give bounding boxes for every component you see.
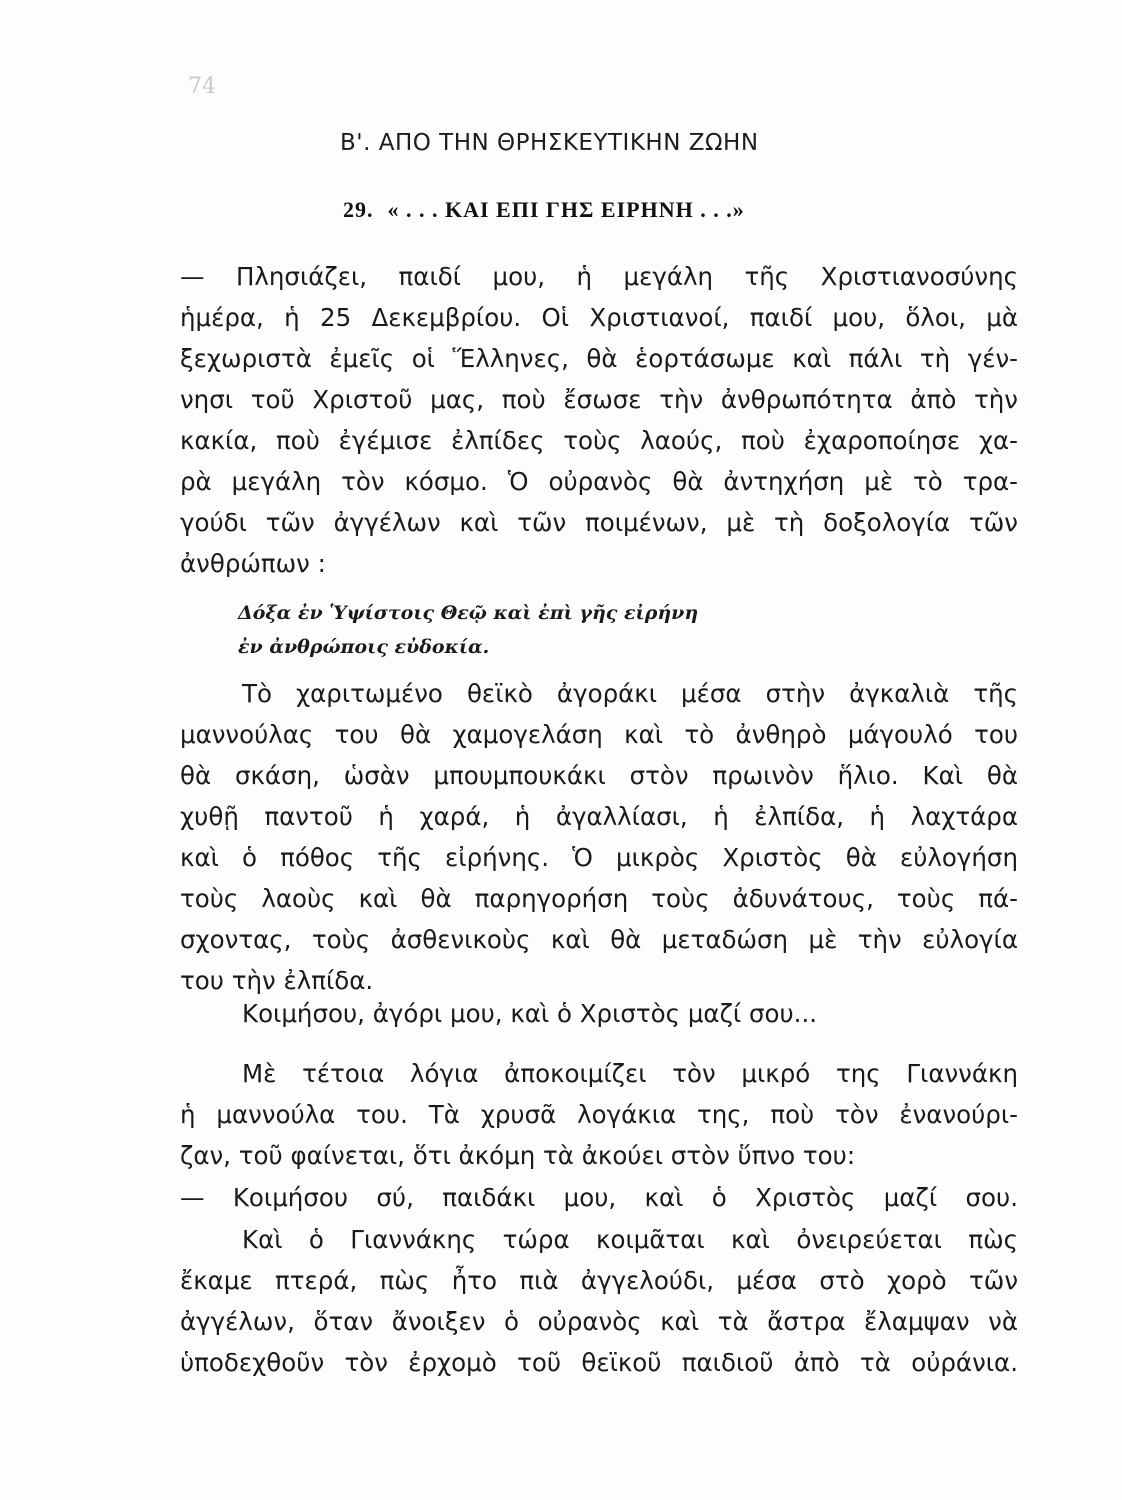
text-line: — Πλησιάζει, παιδί μου, ἡ μεγάλη τῆς Χριστιανοσύνης: [180, 262, 1018, 291]
text-line: ὑποδεχθοῦν τὸν ἐρχομὸ τοῦ θεϊκοῦ παιδιοῦ ἀπὸ τὰ οὐράνια.: [180, 1348, 1018, 1377]
quote-line: Δόξα ἐν Ὑψίστοις Θεῷ καὶ ἐπὶ γῆς εἰρήνη: [238, 602, 699, 624]
page-number: 74: [188, 74, 216, 99]
text-line: νησι τοῦ Χριστοῦ μας, ποὺ ἔσωσε τὴν ἀνθρωπότητα ἀπὸ τὴν: [180, 385, 1018, 414]
chapter-number: 29.: [343, 197, 374, 222]
paragraph-5: [180, 1177, 1018, 1218]
chapter-title: [343, 197, 745, 223]
text-line: γούδι τῶν ἀγγέλων καὶ τῶν ποιμένων, μὲ τὴ δοξολογία τῶν: [180, 508, 1018, 537]
section-heading: Β'. ΑΠΟ ΤΗΝ ΘΡΗΣΚΕΥΤΙΚΗΝ ΖΩΗΝ: [340, 130, 759, 156]
text-line: ρὰ μεγάλη τὸν κόσμο. Ὁ οὐρανὸς θὰ ἀντηχήση μὲ τὸ τρα-: [180, 467, 1018, 496]
paragraph-3: [180, 993, 1018, 1034]
text-line: ἀγγέλων, ὅταν ἄνοιξεν ὁ οὐρανὸς καὶ τὰ ἄστρα ἔλαμψαν νὰ: [180, 1307, 1018, 1336]
text-line: μαννούλας του θὰ χαμογελάση καὶ τὸ ἀνθηρὸ μάγουλό του: [180, 720, 1018, 749]
text-line: τοὺς λαοὺς καὶ θὰ παρηγορήση τοὺς ἀδυνάτους, τοὺς πά-: [180, 884, 1018, 913]
text-line: καὶ ὁ πόθος τῆς εἰρήνης. Ὁ μικρὸς Χριστὸς θὰ εὐλογήση: [180, 843, 1018, 872]
text-line: Μὲ τέτοια λόγια ἀποκοιμίζει τὸν μικρό της Γιαννάκη: [242, 1059, 1018, 1088]
text-line: Τὸ χαριτωμένο θεϊκὸ ἀγοράκι μέσα στὴν ἀγκαλιὰ τῆς: [242, 679, 1018, 708]
text-line: Κοιμήσου, ἀγόρι μου, καὶ ὁ Χριστὸς μαζί σου...: [242, 999, 818, 1028]
text-line: ἡμέρα, ἡ 25 Δεκεμβρίου. Οἱ Χριστιανοί, παιδί μου, ὅλοι, μὰ: [180, 303, 1018, 332]
paragraph-2: [180, 673, 1018, 1001]
text-line: χυθῇ παντοῦ ἡ χαρά, ἡ ἀγαλλίασι, ἡ ἐλπίδα, ἡ λαχτάρα: [180, 802, 1018, 831]
text-line: ζαν, τοῦ φαίνεται, ὅτι ἀκόμη τὰ ἀκούει στὸν ὕπνο του:: [180, 1141, 856, 1170]
text-line: ἡ μαννούλα του. Τὰ χρυσᾶ λογάκια της, ποὺ τὸν ἐνανούρι-: [180, 1100, 1018, 1129]
chapter-title-text: « . . . ΚΑΙ ΕΠΙ ΓΗΣ ΕΙΡΗΝΗ . . .»: [387, 197, 745, 222]
text-line: θὰ σκάση, ὡσὰν μπουμπουκάκι στὸν πρωινὸν ἥλιο. Καὶ θὰ: [180, 761, 1018, 790]
text-line: ἀνθρώπων :: [180, 549, 326, 578]
text-line: ξεχωριστὰ ἐμεῖς οἱ Ἕλληνες, θὰ ἑορτάσωμε καὶ πάλι τὴ γέν-: [180, 344, 1018, 373]
scripture-quote: [238, 596, 698, 664]
text-line: κακία, ποὺ ἐγέμισε ἐλπίδες τοὺς λαούς, ποὺ ἐχαροποίησε χα-: [180, 426, 1018, 455]
paragraph-6: [180, 1219, 1018, 1383]
text-line: Καὶ ὁ Γιαννάκης τώρα κοιμᾶται καὶ ὀνειρεύεται πὼς: [242, 1225, 1018, 1254]
quote-line: ἐν ἀνθρώποις εὐδοκία.: [238, 636, 490, 658]
paragraph-1: [180, 256, 1018, 584]
text-line: — Κοιμήσου σύ, παιδάκι μου, καὶ ὁ Χριστὸς μαζί σου.: [180, 1183, 1018, 1212]
text-line: του τὴν ἐλπίδα.: [180, 966, 374, 995]
paragraph-4: [180, 1053, 1018, 1176]
text-line: ἔκαμε πτερά, πὼς ἦτο πιὰ ἀγγελούδι, μέσα στὸ χορὸ τῶν: [180, 1266, 1018, 1295]
text-line: σχοντας, τοὺς ἀσθενικοὺς καὶ θὰ μεταδώση μὲ τὴν εὐλογία: [180, 925, 1018, 954]
